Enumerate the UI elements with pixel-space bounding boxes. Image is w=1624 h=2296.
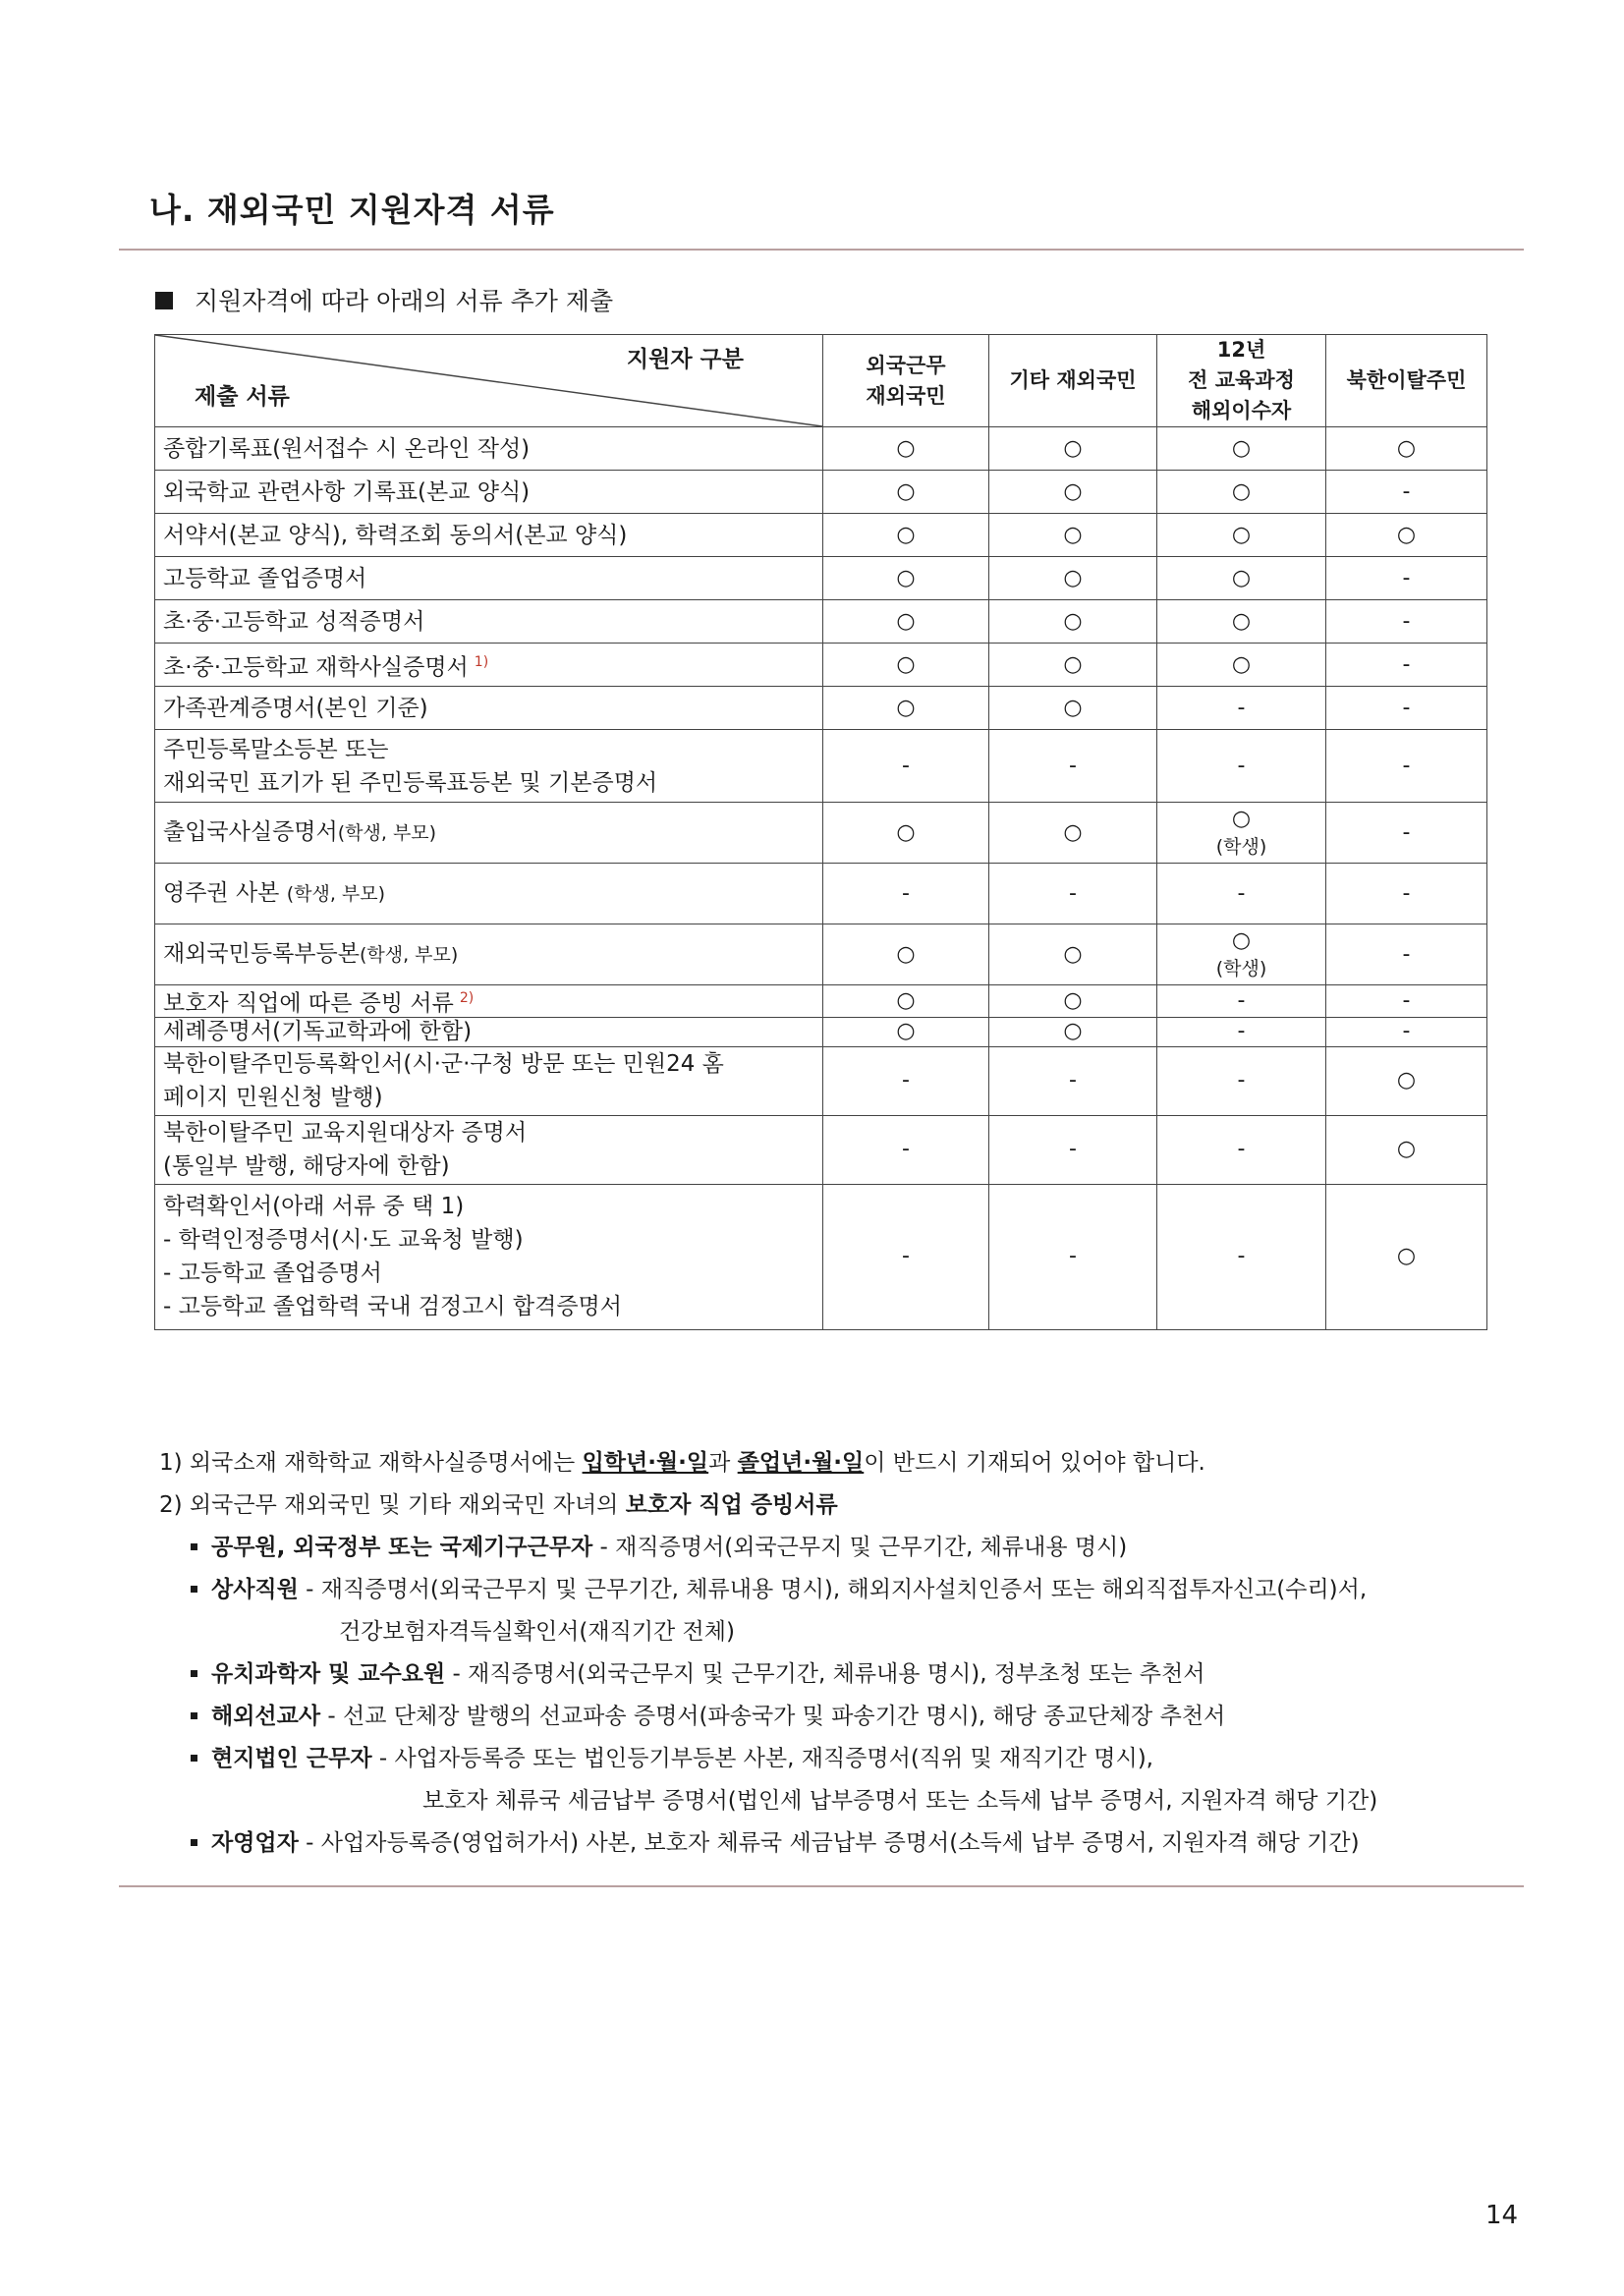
requirement-mark: - bbox=[1069, 880, 1077, 906]
proof-item bbox=[159, 1738, 1535, 1780]
document-name-cell bbox=[155, 1046, 823, 1115]
requirement-mark-note: (학생) bbox=[1215, 957, 1267, 980]
document-name-cell bbox=[155, 514, 823, 557]
bullet-icon bbox=[191, 1586, 197, 1593]
document-name-line: (통일부 발행, 해당자에 한함) bbox=[163, 1153, 450, 1180]
requirement-mark: - bbox=[1069, 1137, 1077, 1162]
requirement-mark: - bbox=[902, 880, 910, 906]
document-name-cell bbox=[155, 1017, 823, 1046]
table-row bbox=[155, 1046, 1487, 1115]
requirement-mark-cell bbox=[989, 985, 1157, 1018]
requirement-mark-cell bbox=[989, 644, 1157, 687]
requirement-mark-cell bbox=[1326, 427, 1487, 471]
requirement-mark-cell bbox=[823, 1184, 989, 1329]
table-row bbox=[155, 730, 1487, 803]
requirement-mark-cell bbox=[1326, 1184, 1487, 1329]
table-row bbox=[155, 644, 1487, 687]
document-name-cell bbox=[155, 427, 823, 471]
requirement-mark: ○ bbox=[1396, 1068, 1417, 1093]
requirement-mark-cell bbox=[1157, 1184, 1326, 1329]
col-header-line: 기타 재외국민 bbox=[1009, 368, 1137, 392]
requirement-mark: ○ bbox=[896, 987, 916, 1013]
requirement-mark: ○ bbox=[896, 695, 916, 720]
requirement-mark-cell bbox=[823, 687, 989, 730]
requirement-mark: - bbox=[1402, 987, 1411, 1013]
requirement-mark: ○ bbox=[896, 651, 916, 677]
document-name-cell bbox=[155, 644, 823, 687]
table-row bbox=[155, 600, 1487, 644]
col-header-overseas-worker bbox=[823, 335, 989, 427]
requirement-mark-cell bbox=[823, 1046, 989, 1115]
requirement-mark: ○ bbox=[1231, 435, 1252, 461]
requirement-mark: ○ bbox=[1063, 987, 1083, 1013]
requirement-mark: - bbox=[1402, 880, 1411, 906]
document-name-line: 외국학교 관련사항 기록표(본교 양식) bbox=[163, 478, 531, 505]
requirement-mark: - bbox=[1402, 608, 1411, 634]
document-name-line: 서약서(본교 양식), 학력조회 동의서(본교 양식) bbox=[163, 522, 628, 548]
requirement-mark-cell bbox=[1157, 730, 1326, 803]
requirement-mark-cell bbox=[1157, 1046, 1326, 1115]
requirement-mark-cell bbox=[989, 514, 1157, 557]
col-header-north-korean-defector bbox=[1326, 335, 1487, 427]
footer-divider bbox=[119, 1885, 1524, 1887]
requirement-mark-cell bbox=[1157, 1115, 1326, 1184]
requirement-mark: - bbox=[1237, 1019, 1246, 1044]
requirement-mark: ○ bbox=[896, 435, 916, 461]
footnote-1-text-a: 1) 외국소재 재학학교 재학사실증명서에는 bbox=[159, 1450, 583, 1476]
proof-item bbox=[159, 1527, 1535, 1569]
document-name-line: 학력확인서(아래 서류 중 택 1) bbox=[163, 1194, 465, 1220]
col-header-line: 북한이탈주민 bbox=[1346, 368, 1467, 392]
table-row bbox=[155, 1017, 1487, 1046]
document-name-cell bbox=[155, 864, 823, 924]
requirement-mark: - bbox=[902, 1137, 910, 1162]
requirement-mark: ○ bbox=[1063, 819, 1083, 845]
col-header-line: 재외국민 bbox=[866, 383, 946, 408]
requirement-mark: - bbox=[1402, 565, 1411, 590]
requirement-mark-cell bbox=[989, 471, 1157, 514]
bullet-icon bbox=[191, 1543, 197, 1550]
requirement-mark: ○ bbox=[1063, 941, 1083, 967]
requirement-mark: - bbox=[1402, 1019, 1411, 1044]
requirement-mark-cell bbox=[823, 864, 989, 924]
corner-label-documents: 제출 서류 bbox=[195, 384, 290, 410]
bullet-icon bbox=[191, 1755, 197, 1762]
requirement-mark-cell bbox=[823, 924, 989, 985]
requirement-mark: ○ bbox=[1231, 651, 1252, 677]
table-row bbox=[155, 514, 1487, 557]
requirement-mark: ○ bbox=[896, 478, 916, 504]
requirement-mark-cell bbox=[989, 1115, 1157, 1184]
table-row bbox=[155, 557, 1487, 600]
document-name-cell bbox=[155, 985, 823, 1018]
document-name-line: 재외국민 표기가 된 주민등록표등본 및 기본증명서 bbox=[163, 769, 658, 796]
document-name-line: 영주권 사본 bbox=[163, 880, 287, 906]
requirement-mark-cell bbox=[823, 1017, 989, 1046]
requirement-mark: - bbox=[1069, 1068, 1077, 1093]
document-name-line: 보호자 직업에 따른 증빙 서류 bbox=[163, 990, 454, 1017]
footnote-1-text-b: 과 bbox=[708, 1450, 738, 1476]
requirement-mark-cell bbox=[989, 803, 1157, 864]
requirement-mark: ○ bbox=[1396, 435, 1417, 461]
proof-item-label: 상사직원 bbox=[211, 1577, 299, 1602]
requirement-mark: ○ bbox=[1063, 565, 1083, 590]
proof-item-text: - 사업자등록증(영업허가서) 사본, 보호자 체류국 세금납부 증명서(소득세 납부 증명서, 지원자격 해당 기간) bbox=[298, 1830, 1360, 1856]
requirement-mark: - bbox=[1237, 1068, 1246, 1093]
title-divider bbox=[119, 249, 1524, 251]
requirement-mark-cell bbox=[989, 730, 1157, 803]
proof-item-label: 자영업자 bbox=[211, 1830, 299, 1856]
table-row bbox=[155, 985, 1487, 1018]
proof-item-label: 공무원, 외국정부 또는 국제기구근무자 bbox=[211, 1535, 593, 1560]
section-title: 나. 재외국민 지원자격 서류 bbox=[149, 191, 555, 229]
requirement-mark: - bbox=[1402, 941, 1411, 967]
subheading bbox=[155, 282, 613, 317]
document-name-cell bbox=[155, 471, 823, 514]
footnote-1-underline-b: 졸업년·월·일 bbox=[737, 1450, 865, 1476]
requirement-mark-cell bbox=[989, 557, 1157, 600]
document-name-cell bbox=[155, 924, 823, 985]
document-name-line: - 고등학교 졸업학력 국내 검정고시 합격증명서 bbox=[163, 1294, 622, 1320]
requirement-mark: - bbox=[1402, 478, 1411, 504]
col-header-line: 전 교육과정 bbox=[1188, 368, 1295, 392]
footnote-2-items bbox=[159, 1527, 1535, 1865]
requirement-mark: ○ bbox=[896, 565, 916, 590]
requirement-mark-cell bbox=[1326, 644, 1487, 687]
footnotes bbox=[159, 1442, 1535, 1865]
footnote-1 bbox=[159, 1442, 1535, 1484]
requirement-mark-cell bbox=[1157, 427, 1326, 471]
requirement-mark: - bbox=[1069, 753, 1077, 778]
requirement-mark-cell bbox=[989, 864, 1157, 924]
requirement-mark: - bbox=[1402, 695, 1411, 720]
document-name-line: - 고등학교 졸업증명서 bbox=[163, 1260, 382, 1287]
requirement-mark: - bbox=[1237, 987, 1246, 1013]
footnote-1-underline-a: 입학년·월·일 bbox=[582, 1450, 709, 1476]
table-row bbox=[155, 803, 1487, 864]
requirement-mark-cell bbox=[1157, 985, 1326, 1018]
table-body bbox=[155, 427, 1487, 1330]
requirement-mark-cell bbox=[1157, 514, 1326, 557]
document-name-line: 북한이탈주민등록확인서(시·군·구청 방문 또는 민원24 홈 bbox=[163, 1051, 724, 1078]
requirement-mark-cell bbox=[1157, 644, 1326, 687]
requirement-mark: ○ bbox=[1231, 478, 1252, 504]
requirement-mark-cell bbox=[989, 924, 1157, 985]
proof-item-label: 해외선교사 bbox=[211, 1704, 321, 1729]
requirement-mark: ○ bbox=[1396, 1137, 1417, 1162]
requirement-mark-cell bbox=[1157, 864, 1326, 924]
requirement-mark: ○ bbox=[1063, 522, 1083, 547]
requirement-mark-cell bbox=[823, 644, 989, 687]
document-name-note: (학생, 부모) bbox=[286, 883, 386, 905]
footnote-2 bbox=[159, 1484, 1535, 1527]
table-row bbox=[155, 687, 1487, 730]
document-name-line: - 학력인정증명서(시·도 교육청 발행) bbox=[163, 1227, 524, 1254]
bullet-icon bbox=[191, 1670, 197, 1677]
proof-item-text: - 사업자등록증 또는 법인등기부등본 사본, 재직증명서(직위 및 재직기간 명시), bbox=[371, 1746, 1153, 1771]
requirement-mark: ○ bbox=[1063, 478, 1083, 504]
requirement-mark: ○ bbox=[1063, 608, 1083, 634]
page-number: 14 bbox=[1485, 2201, 1519, 2230]
requirement-mark-cell bbox=[823, 557, 989, 600]
requirement-mark: - bbox=[1069, 1244, 1077, 1269]
requirement-mark: ○ bbox=[1063, 651, 1083, 677]
requirement-mark: ○ bbox=[1396, 522, 1417, 547]
requirement-mark: - bbox=[1402, 819, 1411, 845]
table-row bbox=[155, 1184, 1487, 1329]
document-name-note: (학생, 부모) bbox=[359, 944, 459, 966]
table-row bbox=[155, 471, 1487, 514]
bullet-icon bbox=[191, 1712, 197, 1719]
requirement-mark-cell bbox=[1326, 864, 1487, 924]
proof-item-label: 현지법인 근무자 bbox=[211, 1746, 372, 1771]
requirement-mark-cell bbox=[989, 1017, 1157, 1046]
requirement-mark: ○ bbox=[896, 941, 916, 967]
requirement-mark-cell bbox=[989, 600, 1157, 644]
requirement-mark: - bbox=[1237, 880, 1246, 906]
requirement-mark: - bbox=[902, 753, 910, 778]
requirement-mark-cell bbox=[823, 427, 989, 471]
requirement-mark-cell bbox=[823, 985, 989, 1018]
requirement-mark-cell bbox=[1157, 557, 1326, 600]
requirement-mark-cell bbox=[1157, 471, 1326, 514]
requirement-mark-cell bbox=[989, 427, 1157, 471]
document-name-cell bbox=[155, 687, 823, 730]
requirement-mark-cell bbox=[1326, 687, 1487, 730]
requirement-mark-cell bbox=[1157, 924, 1326, 985]
table-corner-header bbox=[155, 335, 823, 427]
corner-label-applicant: 지원자 구분 bbox=[626, 347, 744, 372]
document-name-cell bbox=[155, 557, 823, 600]
requirement-mark-cell bbox=[1326, 600, 1487, 644]
requirement-mark-cell bbox=[823, 600, 989, 644]
requirement-mark-cell bbox=[1326, 1046, 1487, 1115]
document-name-line: 재외국민등록부등본 bbox=[163, 941, 360, 967]
proof-item bbox=[159, 1696, 1535, 1738]
proof-item-continuation: 건강보험자격득실확인서(재직기간 전체) bbox=[339, 1619, 735, 1645]
proof-item-text: - 선교 단체장 발행의 선교파송 증명서(파송국가 및 파송기간 명시), 해당 종교단체장 추천서 bbox=[320, 1704, 1226, 1729]
requirement-mark: - bbox=[1237, 1244, 1246, 1269]
requirement-mark-cell bbox=[1326, 1115, 1487, 1184]
requirement-mark-cell bbox=[823, 730, 989, 803]
requirement-mark: - bbox=[1237, 695, 1246, 720]
requirement-mark-cell bbox=[823, 471, 989, 514]
requirement-mark: ○ bbox=[1231, 565, 1252, 590]
footnote-2-text: 2) 외국근무 재외국민 및 기타 재외국민 자녀의 bbox=[159, 1492, 626, 1518]
requirement-mark: - bbox=[1237, 753, 1246, 778]
requirement-mark: ○ bbox=[1063, 435, 1083, 461]
requirement-mark: ○ bbox=[896, 1019, 916, 1044]
proof-item-label: 유치과학자 및 교수요원 bbox=[211, 1661, 446, 1687]
proof-item bbox=[159, 1569, 1535, 1611]
requirement-mark: ○ bbox=[1231, 522, 1252, 547]
col-header-other-overseas bbox=[989, 335, 1157, 427]
document-name-line: 초·중·고등학교 재학사실증명서 bbox=[163, 654, 469, 681]
requirement-mark-cell bbox=[1326, 730, 1487, 803]
requirement-mark-cell bbox=[1326, 924, 1487, 985]
proof-item-text: - 재직증명서(외국근무지 및 근무기간, 체류내용 명시) bbox=[592, 1535, 1128, 1560]
requirement-mark: ○ bbox=[1231, 806, 1252, 831]
requirement-mark: ○ bbox=[1231, 927, 1252, 953]
requirement-mark: - bbox=[1402, 753, 1411, 778]
document-name-line: 북한이탈주민 교육지원대상자 증명서 bbox=[163, 1120, 528, 1147]
requirement-mark: ○ bbox=[896, 819, 916, 845]
requirement-mark: - bbox=[902, 1068, 910, 1093]
proof-item bbox=[159, 1822, 1535, 1865]
table-row bbox=[155, 864, 1487, 924]
proof-item-text: - 재직증명서(외국근무지 및 근무기간, 체류내용 명시), 해외지사설치인증서 또는 해외직접투자신고(수리)서, bbox=[298, 1577, 1368, 1602]
document-name-cell bbox=[155, 1184, 823, 1329]
requirement-mark: - bbox=[1402, 651, 1411, 677]
requirement-mark-cell bbox=[989, 1184, 1157, 1329]
requirement-mark-cell bbox=[823, 514, 989, 557]
requirement-mark-cell bbox=[989, 687, 1157, 730]
requirement-mark: ○ bbox=[1063, 1019, 1083, 1044]
requirement-mark-cell bbox=[1326, 1017, 1487, 1046]
document-name-line: 초·중·고등학교 성적증명서 bbox=[163, 608, 425, 635]
footnote-ref: 2) bbox=[459, 990, 475, 1006]
requirement-mark-note: (학생) bbox=[1215, 835, 1267, 858]
requirement-mark-cell bbox=[1157, 1017, 1326, 1046]
footnote-ref: 1) bbox=[474, 653, 489, 670]
col-header-line: 해외이수자 bbox=[1191, 399, 1292, 422]
requirement-mark-cell bbox=[1157, 803, 1326, 864]
table-row bbox=[155, 1115, 1487, 1184]
requirement-mark: ○ bbox=[896, 608, 916, 634]
bullet-icon bbox=[191, 1839, 197, 1846]
document-name-line: 가족관계증명서(본인 기준) bbox=[163, 695, 428, 721]
requirement-mark-cell bbox=[1326, 985, 1487, 1018]
col-header-12-year bbox=[1157, 335, 1326, 427]
requirement-mark: ○ bbox=[1231, 608, 1252, 634]
table-row bbox=[155, 924, 1487, 985]
proof-item-text: - 재직증명서(외국근무지 및 근무기간, 체류내용 명시), 정부초청 또는 추천서 bbox=[445, 1661, 1205, 1687]
footnote-1-text-c: 이 반드시 기재되어 있어야 합니다. bbox=[864, 1450, 1205, 1476]
requirement-mark: ○ bbox=[896, 522, 916, 547]
document-name-line: 종합기록표(원서접수 시 온라인 작성) bbox=[163, 435, 531, 462]
subheading-text: 지원자격에 따라 아래의 서류 추가 제출 bbox=[195, 287, 614, 315]
documents-table bbox=[154, 334, 1487, 1330]
document-name-line: 출입국사실증명서 bbox=[163, 819, 338, 845]
requirement-mark-cell bbox=[823, 1115, 989, 1184]
proof-item-continuation: 보호자 체류국 세금납부 증명서(법인세 납부증명서 또는 소득세 납부 증명서, 지원자격 해당 기간) bbox=[422, 1788, 1378, 1814]
document-name-line: 주민등록말소등본 또는 bbox=[163, 736, 389, 762]
requirement-mark-cell bbox=[1157, 687, 1326, 730]
requirement-mark-cell bbox=[1326, 557, 1487, 600]
document-name-cell bbox=[155, 730, 823, 803]
document-name-cell bbox=[155, 803, 823, 864]
requirement-mark-cell bbox=[823, 803, 989, 864]
requirement-mark-cell bbox=[989, 1046, 1157, 1115]
requirement-mark: ○ bbox=[1063, 695, 1083, 720]
square-bullet-icon bbox=[155, 292, 173, 309]
requirement-mark: - bbox=[902, 1244, 910, 1269]
requirement-mark: ○ bbox=[1396, 1244, 1417, 1269]
requirement-mark-cell bbox=[1326, 803, 1487, 864]
requirement-mark-cell bbox=[1326, 471, 1487, 514]
requirement-mark-cell bbox=[1326, 514, 1487, 557]
requirement-mark-cell bbox=[1157, 600, 1326, 644]
document-name-line: 고등학교 졸업증명서 bbox=[163, 565, 367, 591]
document-name-note: (학생, 부모) bbox=[337, 822, 437, 844]
table-row bbox=[155, 427, 1487, 471]
col-header-line: 12년 bbox=[1216, 338, 1266, 362]
document-name-cell bbox=[155, 1115, 823, 1184]
col-header-line: 외국근무 bbox=[866, 353, 946, 377]
proof-item bbox=[159, 1653, 1535, 1696]
document-name-line: 페이지 민원신청 발행) bbox=[163, 1085, 383, 1111]
document-name-line: 세례증명서(기독교학과에 한함) bbox=[163, 1019, 473, 1045]
footnote-2-bold: 보호자 직업 증빙서류 bbox=[625, 1492, 838, 1518]
requirement-mark: - bbox=[1237, 1137, 1246, 1162]
document-name-cell bbox=[155, 600, 823, 644]
